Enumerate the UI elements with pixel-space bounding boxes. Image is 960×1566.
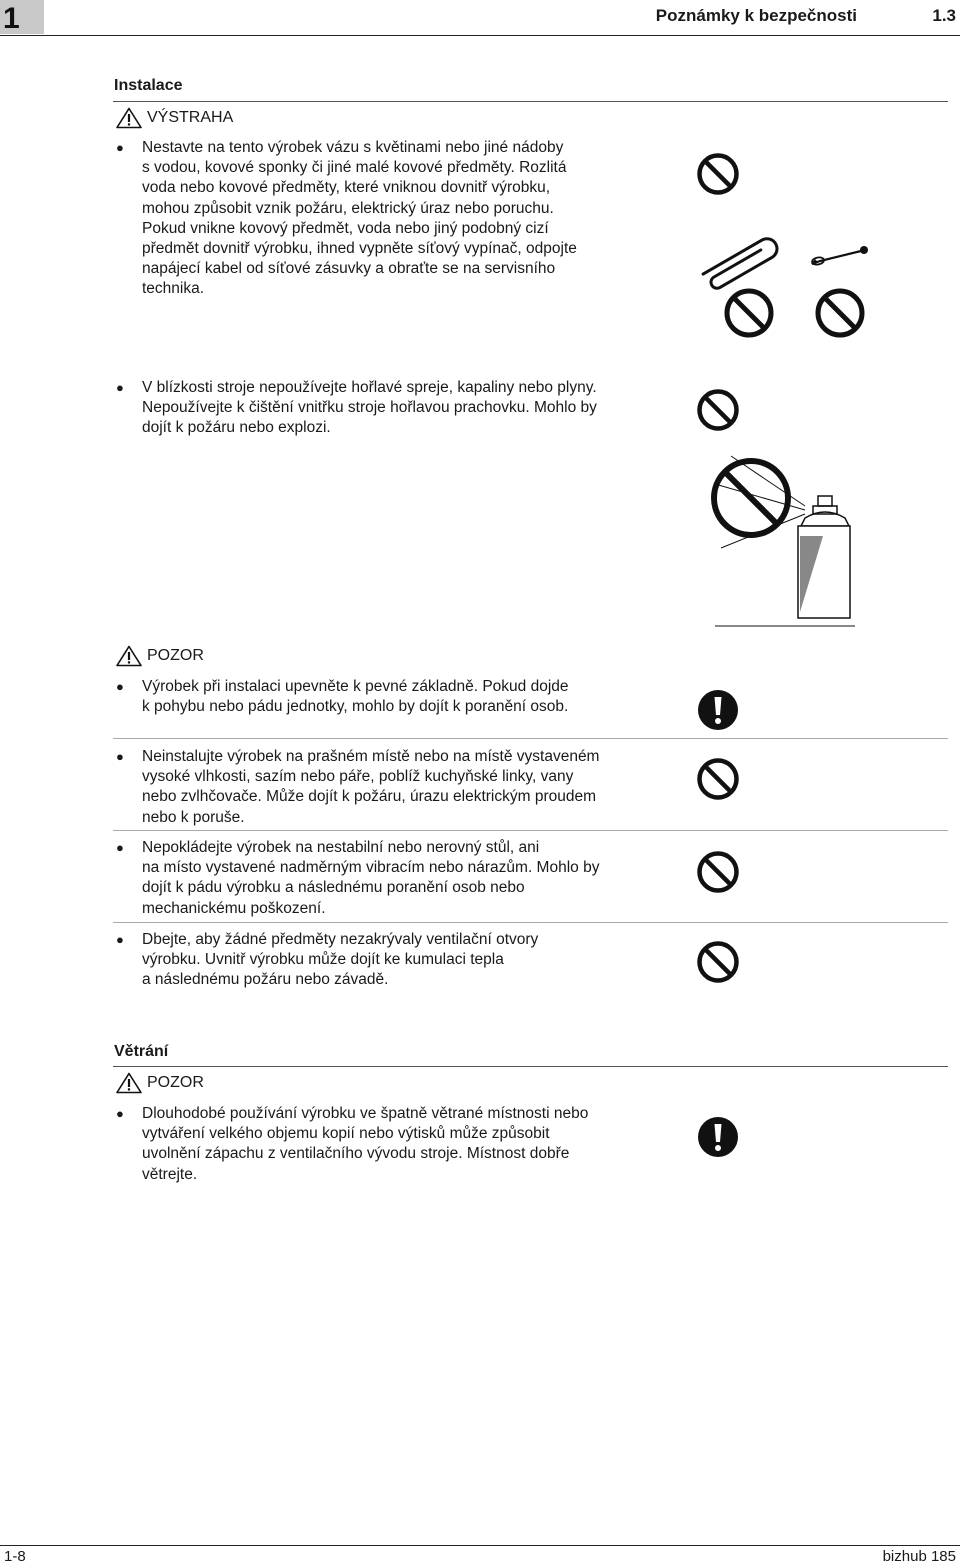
warning-label-text: POZOR: [147, 647, 204, 664]
section-rule: [113, 101, 948, 102]
list-item: Nestavte na tento výrobek vázu s květinami nebo jiné nádoby s vodou, kovové sponky či jiné malé kovové předměty. Rozlitá voda nebo kovové předměty, které vniknou dovnitř výrobku, mohou způsobit vznik požáru, elektrický úraz nebo poruchu. Pokud vnikne kovový předmět, voda nebo jiný podobný cizí předmět dovnitř výrobku, ihned vypněte síťový vypínač, odpojte napájecí kabel od síťové zásuvky a obraťte se na servisního technika.: [142, 139, 577, 298]
bullet-marker: ●: [116, 749, 124, 764]
prohibition-icon: [696, 850, 740, 894]
list-item: Neinstalujte výrobek na prašném místě nebo na místě vystaveném vysoké vlhkosti, sazím nebo páře, poblíž kuchyňské linky, vany nebo zvlhčovače. Může dojít k požáru, úrazu elektrickým proudem nebo k poruše.: [142, 748, 600, 826]
bullet-marker: ●: [116, 380, 124, 395]
pin-icon: [806, 238, 872, 268]
warning-triangle-icon: [115, 645, 143, 667]
warning-label-pozor: [115, 1072, 204, 1094]
product-name: bizhub 185: [882, 1548, 956, 1565]
warning-label-text: VÝSTRAHA: [147, 109, 234, 126]
warning-label-text: POZOR: [147, 1074, 204, 1091]
list-item: Výrobek při instalaci upevněte k pevné základně. Pokud dojde k pohybu nebo pádu jednotky, mohlo by dojít k poranění osob.: [142, 678, 569, 716]
item-divider: [113, 830, 948, 831]
warning-triangle-icon: [115, 1072, 143, 1094]
header-title: Poznámky k bezpečnosti: [655, 6, 857, 25]
list-item: Dlouhodobé používání výrobku ve špatně větrané místnosti nebo vytváření velkého objemu kopií nebo výtisků může způsobit uvolnění zápachu z ventilačního vývodu stroje. Místnost dobře větrejte.: [142, 1105, 589, 1183]
bullet-marker: ●: [116, 1106, 124, 1121]
list-item: Dbejte, aby žádné předměty nezakrývaly ventilační otvory výrobku. Uvnitř výrobku může dojít ke kumulaci tepla a následnému požáru nebo závadě.: [142, 931, 539, 989]
list-item: V blízkosti stroje nepoužívejte hořlavé spreje, kapaliny nebo plyny. Nepoužívejte k čištění vnitřku stroje hořlavou prachovku. Mohlo by dojít k požáru nebo explozi.: [142, 379, 597, 437]
bullet-marker: ●: [116, 679, 124, 694]
prohibition-icon: [814, 287, 866, 339]
mandatory-exclamation-icon: [696, 688, 740, 732]
bullet-marker: ●: [116, 140, 124, 155]
mandatory-exclamation-icon: [696, 1115, 740, 1159]
spray-can-icon: [705, 448, 865, 628]
chapter-number: 1: [3, 2, 20, 35]
footer-rule: [0, 1545, 960, 1546]
page-number: 1-8: [4, 1548, 26, 1565]
prohibition-icon: [696, 388, 740, 432]
section-rule: [113, 1066, 948, 1067]
section-title-instalace: Instalace: [114, 77, 183, 94]
bullet-marker: ●: [116, 840, 124, 855]
item-divider: [113, 922, 948, 923]
warning-label-pozor: [115, 645, 204, 667]
item-divider: [113, 738, 948, 739]
prohibition-icon: [723, 287, 775, 339]
section-title-vetrani: Větrání: [114, 1043, 169, 1060]
header-section-number: 1.3: [932, 6, 956, 25]
prohibition-icon: [696, 757, 740, 801]
list-item: Nepokládejte výrobek na nestabilní nebo nerovný stůl, ani na místo vystavené nadměrným vibracím nebo nárazům. Mohlo by dojít k pádu výrobku a následnému poranění osob nebo mechanickému poškození.: [142, 839, 600, 917]
prohibition-icon: [696, 940, 740, 984]
bullet-marker: ●: [116, 932, 124, 947]
prohibition-icon: [696, 152, 740, 196]
warning-triangle-icon: [115, 107, 143, 129]
warning-label-vystraha: [115, 107, 233, 129]
header-rule: [0, 35, 960, 36]
